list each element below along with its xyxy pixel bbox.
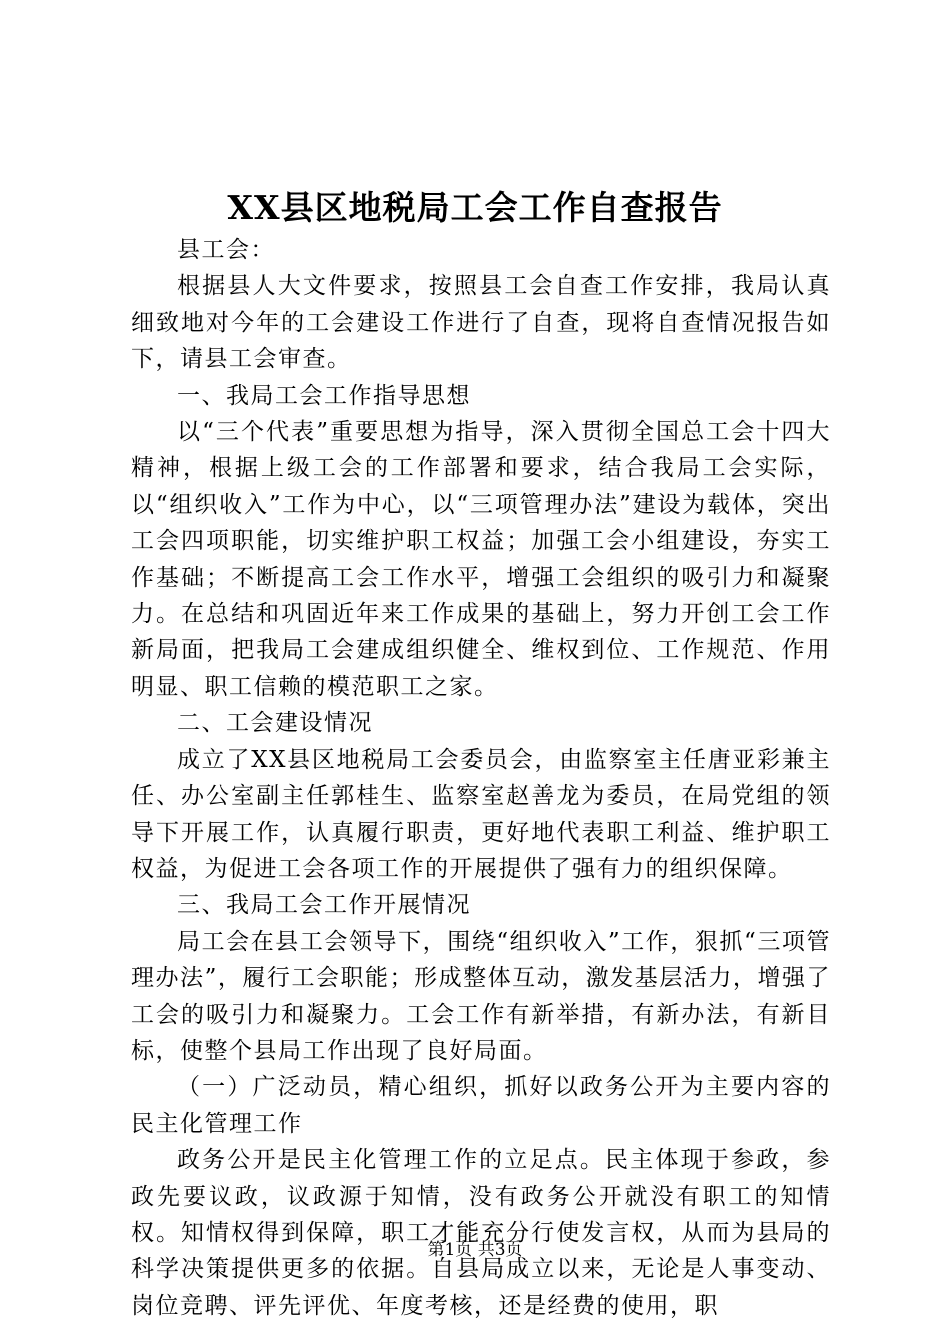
subsection-paragraph-1: 政务公开是民主化管理工作的立足点。民主体现于参政，参政先要议政，议政源于知情，没有政务公开就没有职工的知情权。知情权得到保障，职工才能充分行使发言权，从而为县局的科学决策提供更多的依据。自县局成立以来，无论是人事变动、岗位竞聘、评先评优、年度考核，还是经费的使用，职 [131, 1147, 831, 1319]
document-title: XX县区地税局工会工作自查报告 [227, 188, 723, 227]
section-paragraph-1: 以“三个代表”重要思想为指导，深入贯彻全国总工会十四大精神，根据上级工会的工作部署和要求，结合我局工会实际，以“组织收入”工作为中心，以“三项管理办法”建设为载体，突出工会四项职能，切实维护职工权益；加强工会小组建设，夯实工作基础；不断提高工会工作水平，增强工会组织的吸引力和凝聚力。在总结和巩固近年来工作成果的基础上，努力开创工会工作新局面，把我局工会建成组织健全、维权到位、工作规范、作用明显、职工信赖的模范职工之家。 [131, 419, 831, 700]
section-paragraph-2: 成立了XX县区地税局工会委员会，由监察室主任唐亚彩兼主任、办公室副主任郭桂生、监察室赵善龙为委员，在局党组的领导下开展工作，认真履行职责，更好地代表职工利益、维护职工权益，为促进工会各项工作的开展提供了强有力的组织保障。 [131, 746, 831, 882]
intro-paragraph: 根据县人大文件要求，按照县工会自查工作安排，我局认真细致地对今年的工会建设工作进行了自查，现将自查情况报告如下，请县工会审查。 [131, 273, 831, 373]
subsection-heading-1: （一）广泛动员，精心组织，抓好以政务公开为主要内容的民主化管理工作 [131, 1074, 831, 1137]
section-heading-2: 二、工会建设情况 [177, 710, 373, 737]
page-number: 第1页 共3页 [427, 1240, 523, 1260]
section-heading-1: 一、我局工会工作指导思想 [177, 382, 471, 409]
salutation: 县工会： [177, 237, 275, 263]
section-heading-3: 三、我局工会工作开展情况 [177, 892, 471, 919]
document-body [131, 232, 831, 1324]
section-paragraph-3: 局工会在县工会领导下，围绕“组织收入”工作，狠抓“三项管理办法”，履行工会职能；形成整体互动，激发基层活力，增强了工会的吸引力和凝聚力。工会工作有新举措，有新办法，有新目标，使整个县局工作出现了良好局面。 [131, 928, 831, 1064]
